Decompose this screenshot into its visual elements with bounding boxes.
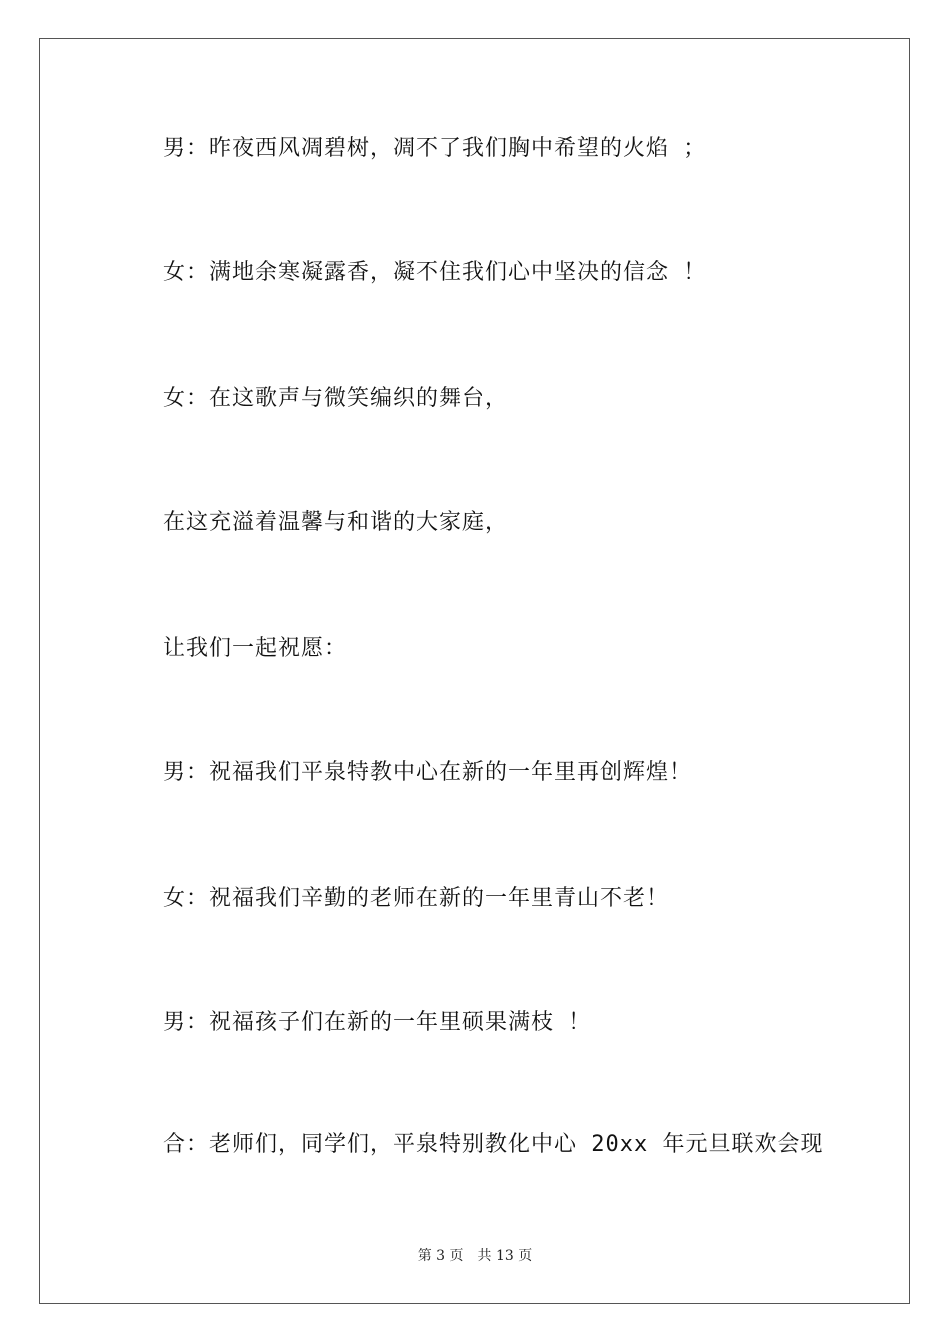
text-line: 让我们一起祝愿： — [163, 636, 348, 661]
page-number-footer: 第 3 页 共 13 页 — [417, 1248, 533, 1264]
text-line: 男：昨夜西风凋碧树，凋不了我们胸中希望的火焰 ； — [163, 136, 707, 161]
text-line: 合：老师们，同学们，平泉特别教化中心 20xx 年元旦联欢会现 — [163, 1132, 824, 1157]
text-line: 在这充溢着温馨与和谐的大家庭， — [163, 510, 509, 535]
text-line: 女：祝福我们辛勤的老师在新的一年里青山不老！ — [163, 886, 670, 911]
text-line: 女：在这歌声与微笑编织的舞台， — [163, 386, 509, 411]
page-border — [39, 38, 910, 1304]
text-line: 男：祝福孩子们在新的一年里硕果满枝 ！ — [163, 1010, 592, 1035]
text-line: 男：祝福我们平泉特教中心在新的一年里再创辉煌！ — [163, 760, 693, 785]
text-line: 女：满地余寒凝露香，凝不住我们心中坚决的信念 ！ — [163, 260, 707, 285]
